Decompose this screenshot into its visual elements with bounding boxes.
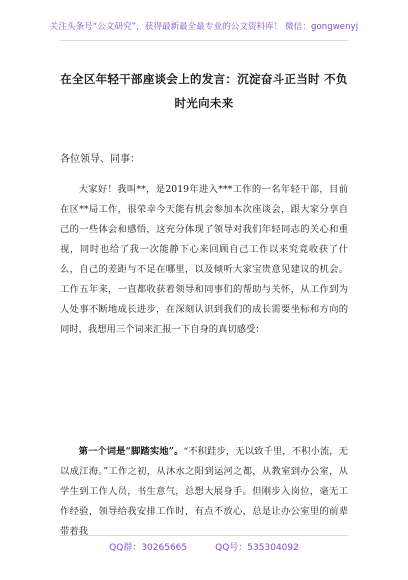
- footer-qq-number: QQ号：535304092: [215, 543, 299, 553]
- document-title: 在全区年轻干部座谈会上的发言：沉淀奋斗正当时 不负时光向未来: [60, 72, 348, 110]
- header-banner: 关注头条号“公文研究”，获得最新最全最专业的公文资料库！ 微信：gongwenyj: [49, 22, 359, 32]
- footer: [0, 540, 408, 553]
- paragraph-2: [60, 442, 348, 542]
- footer-qq-group: QQ群：30265665: [109, 543, 188, 553]
- paragraph-1: 大家好！我叫**，是2019年进入***工作的一名年轻干部，目前在区**局工作，很荣幸今天能有机会参加本次座谈会，跟大家分享自己的一些体会和感悟，这充分体现了领导对我们年轻同志的关心和重视，同时也给了我一次能静下心来回顾自己工作以来究竟收获了什么，自己的差距与不足在哪里，以及倾听大家宝贵意见建议的机会。工作五年来，一直都收获着领导和同事们的帮助与关怀，从工作到为人处事不断地成长进步，在深刻认识到我们的成长需要坐标和方向的同时，我想用三个词来汇报一下自身的真切感受：: [60, 184, 348, 335]
- paragraph-2-body: “不积跬步，无以致千里，不积小流，无以成江海。”工作之初，从沐水之阳到运河之都，从教室到办公室，从学生到工作人员，书生意气，总想大展身手。但刚步入岗位，毫无工作经验，领导给我安排工作时，有点不放心，总是让办公室里的前辈带着我: [60, 446, 348, 537]
- header-divider: [60, 40, 348, 41]
- paragraph-2-lead: 第一个词是“脚踏实地”。: [78, 446, 184, 457]
- footer-divider: [60, 535, 348, 536]
- salutation: 各位领导、同事：: [60, 154, 140, 165]
